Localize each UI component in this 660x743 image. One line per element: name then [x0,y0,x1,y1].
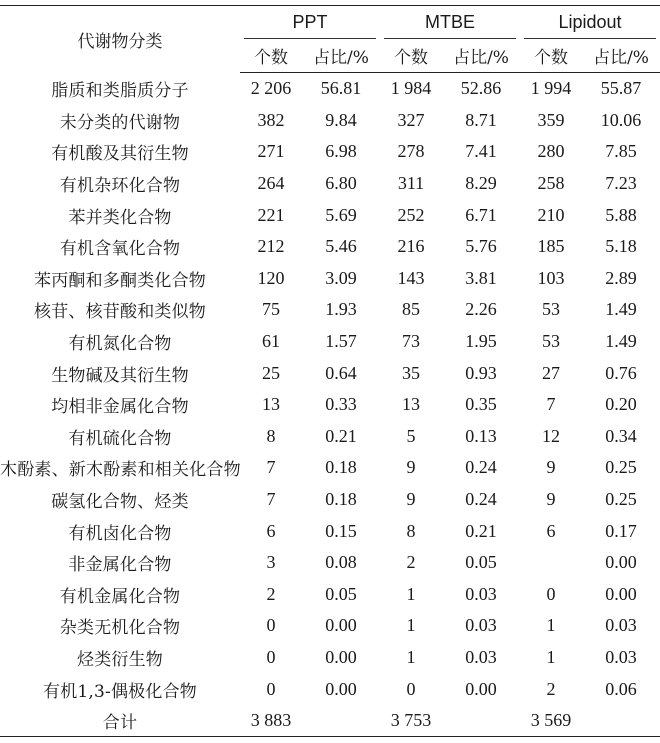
cell-value: 271 [257,141,285,162]
cell-value: 210 [537,204,565,225]
cell-value: 0.00 [605,583,637,604]
cell-value: 27 [542,362,561,383]
row-category: 有机氮化合物 [68,334,172,355]
cell-value: 120 [257,267,285,288]
cell-value: 280 [537,141,565,162]
cell-value: 0.33 [325,394,357,415]
cell-value: 0.03 [605,615,637,636]
cell-value: 1 [546,646,556,667]
cell-value: 2 [406,552,416,573]
cell-value: 252 [397,204,425,225]
cell-value: 0.08 [325,552,357,573]
cell-value: 1 994 [530,78,572,99]
cell-value: 7.85 [605,141,637,162]
header-pct: 占比/% [442,39,520,73]
cell-value: 53 [542,331,561,352]
cell-value: 2 [546,678,556,699]
cell-value: 8.29 [465,173,497,194]
cell-value: 0.15 [325,520,357,541]
cell-value: 212 [257,236,285,257]
cell-value: 359 [537,109,565,130]
cell-value: 0.17 [605,520,637,541]
cell-value: 8 [266,425,276,446]
cell-value: 2.89 [605,267,637,288]
cell-value: 8 [406,520,416,541]
cell-value: 0.18 [325,489,357,510]
table-row-total [0,705,660,737]
cell-value: 61 [262,331,280,352]
row-category: 均相非金属化合物 [51,397,189,418]
row-category: 苯并类化合物 [68,207,172,228]
row-category: 碳氢化合物、烃类 [51,492,189,513]
cell-value: 35 [402,362,421,383]
table-row [0,231,660,263]
row-category: 脂质和类脂质分子 [51,81,189,102]
table-row [0,105,660,137]
table-body [0,73,660,737]
cell-value: 0.00 [325,646,357,667]
cell-value: 52.86 [460,78,502,99]
cell-value: 1.93 [325,299,357,320]
cell-value: 5 [406,425,416,446]
row-category: 有机硫化合物 [68,428,172,449]
cell-value: 264 [257,173,285,194]
cell-value: 0.35 [465,394,497,415]
cell-value: 221 [257,204,285,225]
cell-value: 0.76 [605,362,637,383]
cell-value: 0 [266,678,276,699]
cell-value: 185 [537,236,565,257]
header-row-groups [0,6,660,40]
header-pct: 占比/% [582,39,660,73]
row-category: 有机含氧化合物 [59,239,181,260]
cell-value: 1.57 [325,331,357,352]
header-group-ppt: PPT [240,6,380,40]
cell-value [582,705,660,737]
table-row [0,547,660,579]
cell-value: 1 [546,615,556,636]
cell-value: 9 [406,457,416,478]
cell-value: 3 753 [380,705,442,737]
cell-value: 6 [546,520,556,541]
cell-value: 13 [402,394,421,415]
cell-value: 0.34 [605,425,637,446]
header-pct: 占比/% [302,39,380,73]
cell-value: 0 [266,646,276,667]
table-row [0,263,660,295]
cell-value: 1.95 [465,331,497,352]
cell-value: 1.49 [605,299,637,320]
cell-value: 5.46 [325,236,357,257]
cell-value: 0.24 [465,489,497,510]
cell-value: 7 [266,489,276,510]
cell-value: 10.06 [600,109,642,130]
table-container [0,5,660,737]
cell-value: 0.03 [605,646,637,667]
cell-value: 3 [266,552,276,573]
table-row [0,199,660,231]
cell-value: 0.93 [465,362,497,383]
cell-value: 0.24 [465,457,497,478]
cell-value: 3 883 [240,705,302,737]
cell-value: 1.49 [605,331,637,352]
cell-value: 0.18 [325,457,357,478]
cell-value: 73 [402,331,421,352]
row-category: 非金属化合物 [68,555,172,576]
header-category: 代谢物分类 [0,6,240,73]
cell-value [442,705,520,737]
cell-value: 0.05 [325,583,357,604]
cell-value: 311 [397,173,425,194]
cell-value: 216 [397,236,425,257]
cell-value: 56.81 [320,78,362,99]
cell-value: 0.13 [465,425,497,446]
row-category: 有机杂环化合物 [59,176,181,197]
cell-value: 2 [266,583,276,604]
cell-value: 0.00 [325,615,357,636]
cell-value: 2 206 [250,78,292,99]
table-row [0,357,660,389]
cell-value: 7 [266,457,276,478]
cell-value: 3.09 [325,267,357,288]
table-row [0,452,660,484]
metabolite-classification-table [0,5,660,737]
cell-value: 7.41 [465,141,497,162]
cell-value [520,547,582,579]
cell-value: 0.03 [465,646,497,667]
cell-value: 1 [406,615,416,636]
cell-value: 258 [537,173,565,194]
cell-value: 12 [542,425,561,446]
cell-value: 2.26 [465,299,497,320]
cell-value: 9 [406,489,416,510]
cell-value: 0.00 [605,552,637,573]
header-count: 个数 [380,39,442,73]
cell-value: 9 [546,457,556,478]
row-category: 未分类的代谢物 [59,112,181,133]
table-row [0,484,660,516]
cell-value: 0 [406,678,416,699]
cell-value: 75 [262,299,280,320]
cell-value: 5.76 [465,236,497,257]
cell-value: 0 [546,583,556,604]
cell-value: 0.00 [465,678,497,699]
cell-value: 0.64 [325,362,357,383]
header-count: 个数 [520,39,582,73]
cell-value: 7 [546,394,556,415]
table-row [0,326,660,358]
cell-value: 0.00 [325,678,357,699]
cell-value: 13 [262,394,280,415]
cell-value: 5.18 [605,236,637,257]
row-category: 合计 [0,705,240,737]
cell-value: 278 [397,141,425,162]
cell-value: 0.03 [465,615,497,636]
cell-value: 85 [402,299,421,320]
cell-value: 1 [406,646,416,667]
cell-value: 0 [266,615,276,636]
cell-value: 1 [406,583,416,604]
cell-value: 327 [397,109,425,130]
table-row [0,168,660,200]
cell-value: 7.23 [605,173,637,194]
cell-value: 9 [546,489,556,510]
table-row [0,389,660,421]
cell-value: 0.25 [605,457,637,478]
cell-value: 0.05 [465,552,497,573]
table-row [0,421,660,453]
cell-value: 3 569 [520,705,582,737]
table-row [0,673,660,705]
cell-value: 0.21 [325,425,357,446]
table-row [0,136,660,168]
row-category: 有机金属化合物 [59,586,181,607]
cell-value: 25 [262,362,280,383]
row-category: 核苷、核苷酸和类似物 [34,302,206,323]
header-count: 个数 [240,39,302,73]
table-row [0,610,660,642]
cell-value: 8.71 [465,109,497,130]
cell-value: 0.20 [605,394,637,415]
header-group-mtbe: MTBE [380,6,520,40]
cell-value: 0.03 [465,583,497,604]
row-category: 有机酸及其衍生物 [51,144,189,165]
cell-value: 6 [266,520,276,541]
cell-value: 53 [542,299,561,320]
cell-value: 0.25 [605,489,637,510]
row-category: 有机1,3-偶极化合物 [43,681,197,702]
table-row [0,73,660,105]
table-row [0,579,660,611]
row-category: 杂类无机化合物 [59,618,181,639]
cell-value: 6.71 [465,204,497,225]
cell-value: 0.06 [605,678,637,699]
cell-value: 1 984 [390,78,432,99]
cell-value: 143 [397,267,425,288]
table-row [0,294,660,326]
header-group-lipidout: Lipidout [520,6,660,40]
row-category: 烃类衍生物 [77,649,163,670]
cell-value: 6.80 [325,173,357,194]
cell-value: 5.69 [325,204,357,225]
cell-value: 3.81 [465,267,497,288]
table-row [0,642,660,674]
row-category: 有机卤化合物 [68,523,172,544]
table-row [0,515,660,547]
cell-value: 103 [537,267,565,288]
cell-value: 9.84 [325,109,357,130]
cell-value [302,705,380,737]
cell-value: 6.98 [325,141,357,162]
cell-value: 0.21 [465,520,497,541]
cell-value: 382 [257,109,285,130]
cell-value: 5.88 [605,204,637,225]
cell-value: 55.87 [600,78,642,99]
row-category: 木酚素、新木酚素和相关化合物 [0,460,241,481]
row-category: 苯丙酮和多酮类化合物 [34,270,206,291]
row-category: 生物碱及其衍生物 [51,365,189,386]
